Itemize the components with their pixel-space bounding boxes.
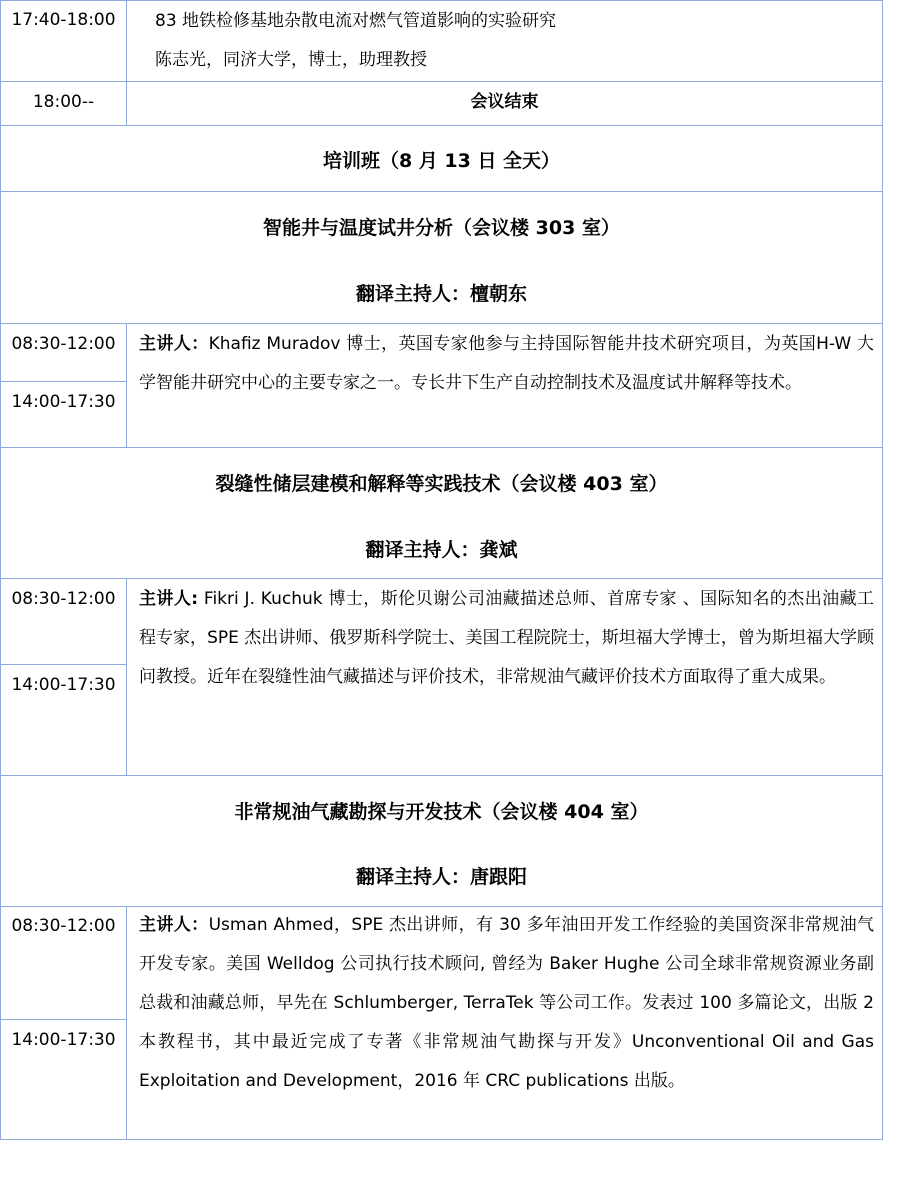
time-am-label: 08:30-12:00: [11, 916, 116, 936]
speaker-lead: 主讲人:: [139, 589, 199, 609]
speaker-lead: 主讲人：: [139, 915, 209, 935]
course-description: [139, 325, 874, 403]
speaker-lead: 主讲人：: [139, 334, 209, 354]
course-title: 智能井与温度试井分析（会议楼 303 室）: [263, 217, 620, 239]
time-am-label: 08:30-12:00: [11, 589, 116, 609]
course-host: 翻译主持人：檀朝东: [355, 283, 527, 305]
speaker-bio: Fikri J. Kuchuk 博士，斯伦贝谢公司油藏描述总师、首席专家 、国际知名的杰出油藏工程专家，SPE 杰出讲师、俄罗斯科学院士、美国工程院院士，斯坦福大学博士，曾为斯坦福大学顾问教授。近年在裂缝性油气藏描述与评价技术，非常规油气藏评价技术方面取得了重大成果。: [139, 589, 874, 687]
course-title: 裂缝性储层建模和解释等实践技术（会议楼 403 室）: [215, 473, 668, 495]
time-pm-label: 14:00-17:30: [11, 675, 116, 695]
time-pm-label: 14:00-17:30: [11, 392, 116, 412]
time-pm-label: 14:00-17:30: [11, 1030, 116, 1050]
speaker-bio: Usman Ahmed，SPE 杰出讲师，有 30 多年油田开发工作经验的美国资深非常规油气开发专家。美国 Welldog 公司执行技术顾问, 曾经为 Baker Hughe 公司全球非常规资源业务副总裁和油藏总师，早先在 Schlumberger, TerraTek 等公司工作。发表过 100 多篇论文，出版 2 本教程书，其中最近完成了专著《非常规油气勘探与开发》Unconventional Oil and Gas Exploitation and Development，2016 年 CRC publications 出版。: [139, 915, 875, 1091]
time-am-label: 08:30-12:00: [11, 334, 116, 354]
course-title: 非常规油气藏勘探与开发技术（会议楼 404 室）: [234, 801, 649, 823]
course-description: [139, 580, 874, 697]
session-end-label: 会议结束: [470, 92, 539, 112]
talk-title: 83 地铁检修基地杂散电流对燃气管道影响的实验研究: [155, 11, 557, 31]
speaker-bio: Khafiz Muradov 博士，英国专家他参与主持国际智能井技术研究项目，为英国H-W 大学智能井研究中心的主要专家之一。专长井下生产自动控制技术及温度试井解释等技术。: [139, 334, 874, 393]
training-title: 培训班（8 月 13 日 全天）: [322, 150, 561, 172]
time-label: 17:40-18:00: [11, 10, 116, 30]
course-description: [139, 906, 874, 1101]
time-label: 18:00--: [32, 92, 95, 112]
talk-speaker: 陈志光，同济大学，博士，助理教授: [155, 50, 427, 70]
course-host: 翻译主持人：唐跟阳: [355, 866, 527, 888]
course-host: 翻译主持人：龚斌: [365, 539, 518, 561]
